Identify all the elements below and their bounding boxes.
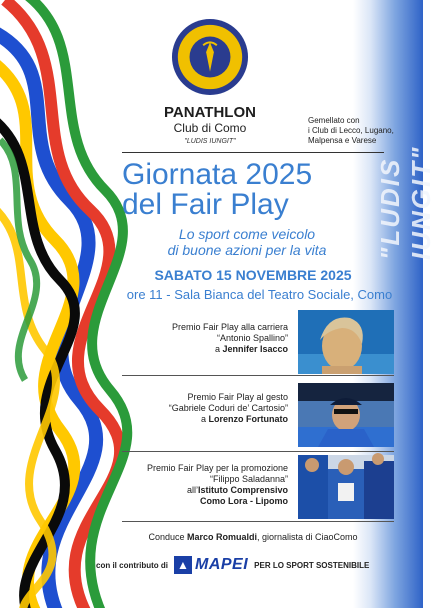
award-dedication: “Antonio Spallino”: [216, 333, 288, 343]
award-career: [118, 322, 288, 355]
host-name: Marco Romualdi: [186, 532, 257, 542]
award-recipient-line: [118, 414, 288, 425]
divider: [122, 152, 384, 153]
award-promotion: [118, 463, 288, 507]
award-dedication: “Filippo Saladanna”: [209, 474, 288, 484]
host-prefix: Conduce: [148, 532, 187, 542]
tagline-line: Lo sport come veicolo: [178, 226, 316, 242]
event-title-line: del Fair Play: [122, 188, 289, 221]
cyclist-photo: [298, 383, 394, 447]
divider: [122, 521, 394, 522]
team-photo: [298, 455, 394, 519]
award-recipient: Istituto Comprensivo: [197, 485, 288, 495]
twinned-line: Gemellato con: [308, 116, 360, 125]
panathlon-logo: [171, 18, 249, 96]
twinned-clubs: [308, 116, 398, 146]
award-name: Premio Fair Play al gesto: [187, 392, 288, 402]
sponsor-line: [96, 556, 396, 574]
event-title: [122, 160, 372, 220]
portrait-photo: [298, 310, 394, 374]
event-date: SABATO 15 NOVEMBRE 2025: [154, 267, 352, 283]
club-subtitle: Club di Como: [173, 121, 247, 135]
award-recipient-line2: Como Lora - Lipomo: [200, 496, 288, 506]
host-suffix: , giornalista di CiaoComo: [257, 532, 358, 542]
sponsor-suffix: PER LO SPORT SOSTENIBILE: [254, 560, 370, 570]
club-motto: "LUDIS IUNGIT": [184, 138, 236, 145]
vertical-motto: "LUDIS IUNGIT": [375, 145, 436, 260]
award-recipient-line: [118, 485, 288, 496]
event-time-place: ore 11 - Sala Bianca del Teatro Sociale, Como: [126, 287, 393, 302]
award-dedication: “Gabriele Coduri de’ Cartosio”: [168, 403, 288, 413]
award-prefix: a: [214, 344, 223, 354]
divider: [122, 451, 394, 452]
event-tagline: [122, 226, 372, 258]
award-recipient: Lorenzo Fortunato: [208, 414, 288, 424]
award-name: Premio Fair Play alla carriera: [171, 322, 288, 332]
twinned-line: i Club di Lecco, Lugano,: [308, 126, 394, 135]
mapei-brand: MAPEI: [195, 556, 249, 573]
tagline-line: di buone azioni per la vita: [167, 242, 327, 258]
club-title: PANATHLON: [164, 104, 256, 121]
award-recipient-line: [118, 344, 288, 355]
twinned-line: Malpensa e Varese: [308, 136, 377, 145]
sponsor-prefix: con il contributo di: [96, 560, 168, 570]
award-prefix: a: [200, 414, 209, 424]
mapei-mark-icon: ▲: [174, 556, 192, 574]
divider: [122, 375, 394, 376]
award-prefix: all’: [186, 485, 198, 495]
host-line: [122, 532, 384, 542]
award-gesture: [118, 392, 288, 425]
event-title-line: Giornata 2025: [122, 158, 313, 191]
award-recipient: Jennifer Isacco: [222, 344, 288, 354]
mapei-logo: [174, 556, 248, 574]
award-name: Premio Fair Play per la promozione: [146, 463, 288, 473]
